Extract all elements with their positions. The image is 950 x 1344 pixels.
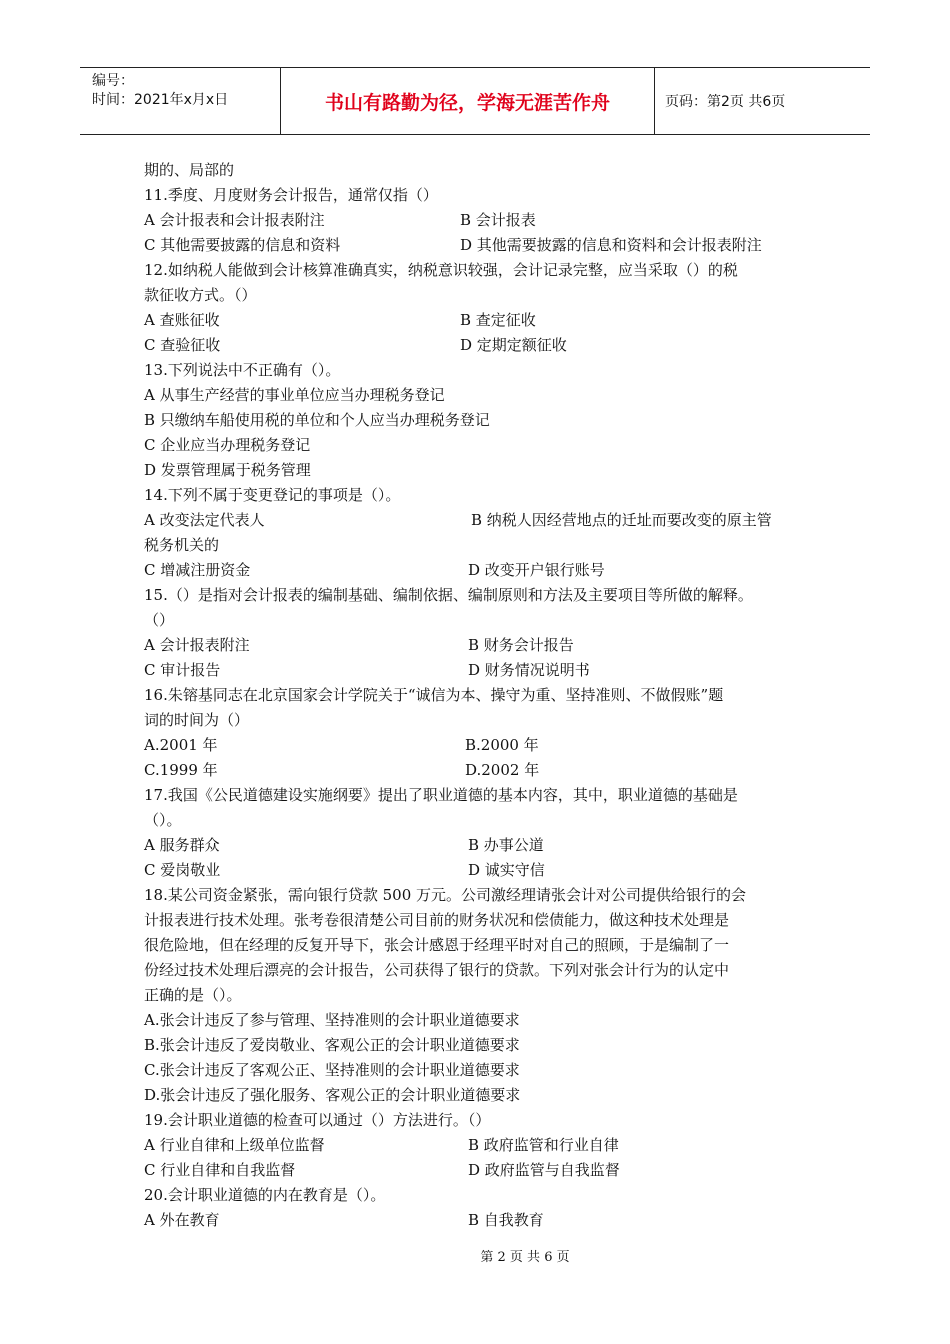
document-body [144,158,824,1233]
option-left: C 其他需要披露的信息和资料 [144,236,341,254]
option-left: C 查验征收 [144,336,221,354]
text-line: 20.会计职业道德的内在教育是（）。 [144,1186,386,1204]
text-line: D.张会计违反了强化服务、客观公正的会计职业道德要求 [144,1086,521,1104]
option-left: A 查账征收 [144,311,220,329]
text-line: 计报表进行技术处理。张考卷很清楚公司目前的财务状况和偿债能力，做这种技术处理是 [144,911,730,929]
text-line: （）。 [144,811,182,829]
option-left: C.1999 年 [144,761,218,779]
text-line: 12.如纳税人能做到会计核算准确真实，纳税意识较强，会计记录完整，应当采取（）的税 [144,261,738,279]
text-line [144,1158,824,1183]
text-line [144,758,824,783]
option-right: D 政府监管与自我监督 [468,1161,620,1179]
text-line [144,633,824,658]
page-footer [0,1246,950,1265]
text-line: 14.下列不属于变更登记的事项是（）。 [144,486,401,504]
text-line: （） [144,611,175,629]
text-line: 份经过技术处理后漂亮的会计报告，公司获得了银行的贷款。下列对张会计行为的认定中 [144,961,730,979]
text-line: 18.某公司资金紧张，需向银行贷款 500 万元。公司激经理请张会计对公司提供给银行的会 [144,886,747,904]
text-line: 很危险地，但在经理的反复开导下，张会计感恩于经理平时对自己的照顾，于是编制了一 [144,936,730,954]
option-right: B 政府监管和行业自律 [468,1136,619,1154]
option-left: A.2001 年 [144,736,218,754]
time-label: 时间：2021年x月x日 [92,92,229,108]
option-left: A 改变法定代表人 [144,511,265,529]
text-line [144,658,824,683]
option-left: C 行业自律和自我监督 [144,1161,296,1179]
text-line [144,1133,824,1158]
text-line: A.张会计违反了参与管理、坚持准则的会计职业道德要求 [144,1011,520,1029]
header-left-cell [80,68,281,134]
option-right: B 自我教育 [468,1211,544,1229]
option-left: A 外在教育 [144,1211,220,1229]
option-right: B 财务会计报告 [468,636,574,654]
text-line: C 企业应当办理税务登记 [144,436,311,454]
text-line [144,733,824,758]
number-label: 编号： [92,73,134,89]
option-right: B.2000 年 [465,736,539,754]
text-line: 16.朱镕基同志在北京国家会计学院关于“诚信为本、操守为重、坚持准则、不做假账”题 [144,686,724,704]
option-left: A 行业自律和上级单位监督 [144,1136,325,1154]
text-line [144,308,824,333]
footer-page-number: 第 2 页 共 6 页 [480,1250,570,1265]
option-right: B 办事公道 [468,836,544,854]
text-line: B.张会计违反了爱岗敬业、客观公正的会计职业道德要求 [144,1036,520,1054]
text-line: 17.我国《公民道德建设实施纲要》提出了职业道德的基本内容，其中，职业道德的基础是 [144,786,738,804]
text-line [144,333,824,358]
text-line [144,833,824,858]
option-right: D 定期定额征收 [460,336,567,354]
text-line [144,508,824,533]
text-line: 15.（）是指对会计报表的编制基础、编制依据、编制原则和方法及主要项目等所做的解释。 [144,586,753,604]
page-info: 页码：第2页 共6页 [665,94,786,110]
text-line: 词的时间为（） [144,711,250,729]
text-line: 款征收方式。（） [144,286,257,304]
option-right: B 纳税人因经营地点的迁址而要改变的原主管 [471,511,772,529]
text-line [144,233,824,258]
text-line: B 只缴纳车船使用税的单位和个人应当办理税务登记 [144,411,490,429]
text-line: C.张会计违反了客观公正、坚持准则的会计职业道德要求 [144,1061,520,1079]
text-line: 期的、局部的 [144,161,235,179]
text-line [144,1208,824,1233]
option-right: D.2002 年 [465,761,540,779]
option-right: D 财务情况说明书 [468,661,590,679]
text-line: 19.会计职业道德的检查可以通过（）方法进行。（） [144,1111,491,1129]
option-right: B 会计报表 [460,211,536,229]
option-right: B 查定征收 [460,311,536,329]
option-right: D 其他需要披露的信息和资料和会计报表附注 [460,236,762,254]
text-line: 正确的是（）。 [144,986,242,1004]
text-line [144,858,824,883]
text-line: D 发票管理属于税务管理 [144,461,311,479]
option-left: A 会计报表附注 [144,636,250,654]
option-right: D 改变开户银行账号 [468,561,605,579]
text-line: 13.下列说法中不正确有（）。 [144,361,341,379]
option-left: C 审计报告 [144,661,221,679]
option-left: C 爱岗敬业 [144,861,221,879]
text-line: 税务机关的 [144,536,220,554]
text-line: 11.季度、月度财务会计报告，通常仅指（） [144,186,438,204]
option-left: A 服务群众 [144,836,220,854]
option-right: D 诚实守信 [468,861,545,879]
motto: 书山有路勤为径，学海无涯苦作舟 [281,68,655,134]
document-header [80,67,870,135]
option-left: A 会计报表和会计报表附注 [144,211,325,229]
text-line [144,208,824,233]
text-line: A 从事生产经营的事业单位应当办理税务登记 [144,386,445,404]
text-line [144,558,824,583]
option-left: C 增减注册资金 [144,561,251,579]
